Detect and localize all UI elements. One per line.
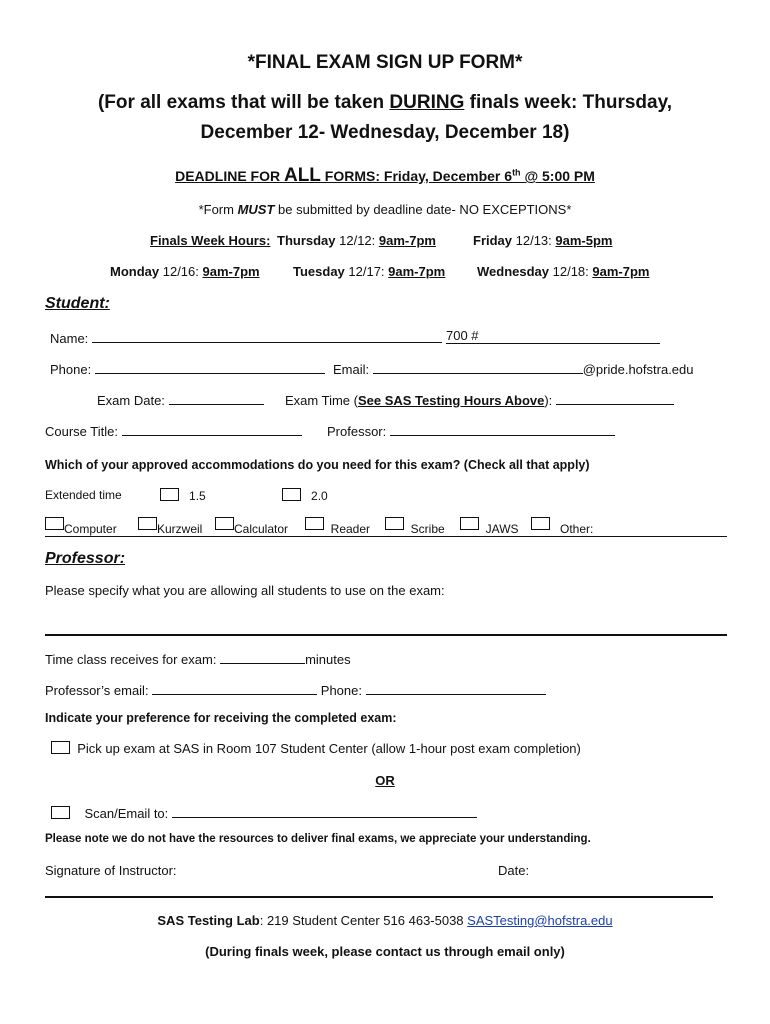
checkbox[interactable] [460,517,479,530]
professor-heading: Professor: [45,550,126,567]
exam-time-label: Exam Time ( [285,393,358,408]
name-row [50,328,442,346]
or-divider: OR [375,773,395,788]
time-unit: minutes [305,652,351,667]
exam-time-row [285,390,674,408]
time-field[interactable] [220,649,305,664]
lab-address: : 219 Student Center 516 463-5038 [259,913,468,928]
email-label: Email: [333,362,373,377]
exam-date-label: Exam Date: [97,393,169,408]
prof-phone-label: Phone: [317,683,366,698]
prof-contact-row [45,680,546,698]
checkbox[interactable] [51,741,70,754]
extended-time-label: Extended time [45,488,122,502]
option-label: Scribe [410,522,445,536]
hours-day: Friday [473,233,513,248]
option-label: Calculator [234,522,289,536]
hours-time: 9am-5pm [555,233,613,248]
subtitle-text-end: finals week: Thursday, [464,92,673,113]
hours-date: 12/16: [159,264,203,279]
deadline-time: @ 5:00 PM [520,168,595,184]
option-label: Kurzweil [157,522,203,536]
email-domain: @pride.hofstra.edu [582,362,694,377]
hours-date: 12/17: [344,264,389,279]
exam-period-line2: December 12- Wednesday, December 18) [200,122,570,143]
scan-option [51,803,477,821]
deadline-date: FORMS: Friday, December 6 [320,168,513,184]
deadline-text: DEADLINE FOR [175,168,284,184]
checkbox[interactable] [282,488,301,501]
id-row [446,328,660,344]
form-title: *FINAL EXAM SIGN UP FORM* [247,52,523,73]
date-label: Date: [498,863,530,878]
hours-day: Monday [110,264,160,279]
checkbox[interactable] [51,806,70,819]
option-label: JAWS [485,522,519,536]
professor-row [327,421,615,439]
prof-email-label: Professor’s email: [45,683,153,698]
hours-thursday [277,233,436,248]
signature-line[interactable] [45,896,713,898]
exam-date-field[interactable] [169,390,264,405]
checkbox[interactable] [160,488,179,501]
exam-time-hours-ref: See SAS Testing Hours Above [357,393,545,408]
prof-email-field[interactable] [152,680,317,695]
signature-label: Signature of Instructor: [45,863,177,878]
option-kurzweil [138,517,202,536]
option-calculator [215,517,288,536]
email-field[interactable] [373,359,583,374]
must-note [0,202,770,217]
option-label: 1.5 [189,489,206,503]
time-row [45,649,351,667]
allowed-items-field[interactable] [45,634,727,636]
hours-time: 9am-7pm [388,264,446,279]
option-computer [45,517,117,536]
extended-1-5-option [160,488,206,503]
course-row [45,421,302,439]
deadline-sup: th [512,167,521,178]
footer-contact [0,913,770,928]
hours-date: 12/18: [549,264,593,279]
option-jaws [460,517,519,536]
footer-note: (During finals week, please contact us through email only) [205,944,565,959]
hours-label-text: Finals Week Hours: [150,233,271,248]
checkbox[interactable] [138,517,157,530]
hours-day: Tuesday [293,264,345,279]
subtitle-during: DURING [389,92,465,113]
pickup-option [51,741,581,756]
checkbox[interactable] [531,517,550,530]
id-label: 700 # [446,328,479,343]
hours-time: 9am-7pm [378,233,436,248]
student-heading: Student: [45,295,110,312]
exam-time-label-end: ): [544,393,556,408]
course-field[interactable] [122,421,302,436]
hours-time: 9am-7pm [592,264,650,279]
deadline-all: ALL [283,165,321,186]
pickup-label: Pick up exam at SAS in Room 107 Student Center (allow 1-hour post exam completion) [77,741,581,756]
course-label: Course Title: [45,424,122,439]
checkbox[interactable] [45,517,64,530]
preference-label: Indicate your preference for receiving the completed exam: [45,711,397,725]
accommodations-question: Which of your approved accommodations do you need for this exam? (Check all that apply) [45,458,590,472]
id-field[interactable] [446,328,660,344]
time-label: Time class receives for exam: [45,652,221,667]
deadline-line [0,165,770,187]
subtitle-text: (For all exams that will be taken [97,92,390,113]
exam-period-line1 [0,92,770,114]
name-field[interactable] [92,328,442,343]
must-text: *Form [198,202,238,217]
extended-2-0-option [282,488,328,503]
hours-date: 12/13: [512,233,556,248]
option-scribe [385,517,445,536]
must-emphasis: MUST [237,202,275,217]
hours-time: 9am-7pm [202,264,260,279]
section-divider [45,536,727,537]
phone-field[interactable] [95,359,325,374]
phone-label: Phone: [50,362,95,377]
prof-phone-field[interactable] [366,680,546,695]
option-label: Computer [64,522,117,536]
checkbox[interactable] [385,517,404,530]
scan-label: Scan/Email to: [84,806,172,821]
hours-monday [110,264,260,279]
checkbox[interactable] [305,517,324,530]
lab-name: SAS Testing Lab [157,913,260,928]
delivery-note: Please note we do not have the resources to deliver final exams, we appreciate your understanding. [45,833,591,845]
exam-time-field[interactable] [556,390,674,405]
name-label: Name: [50,331,92,346]
hours-friday [473,233,612,248]
hours-day: Thursday [277,233,336,248]
hours-day: Wednesday [477,264,550,279]
option-other [531,517,593,536]
option-reader [305,517,370,536]
must-text-end: be submitted by deadline date- NO EXCEPTIONS* [274,202,572,217]
hours-date: 12/12: [335,233,379,248]
phone-row [50,359,325,377]
option-label: Reader [330,522,371,536]
hours-wednesday [477,264,649,279]
professor-field[interactable] [390,421,615,436]
email-row [333,359,694,377]
professor-label: Professor: [327,424,390,439]
lab-email-link[interactable]: SASTesting@hofstra.edu [467,913,613,928]
option-label: Other: [560,522,594,536]
allowed-items-instruction: Please specify what you are allowing all students to use on the exam: [45,583,445,598]
checkbox[interactable] [215,517,234,530]
exam-date-row [97,390,264,408]
hours-tuesday [293,264,445,279]
option-label: 2.0 [311,489,328,503]
hours-label [150,233,270,248]
scan-email-field[interactable] [172,803,477,818]
